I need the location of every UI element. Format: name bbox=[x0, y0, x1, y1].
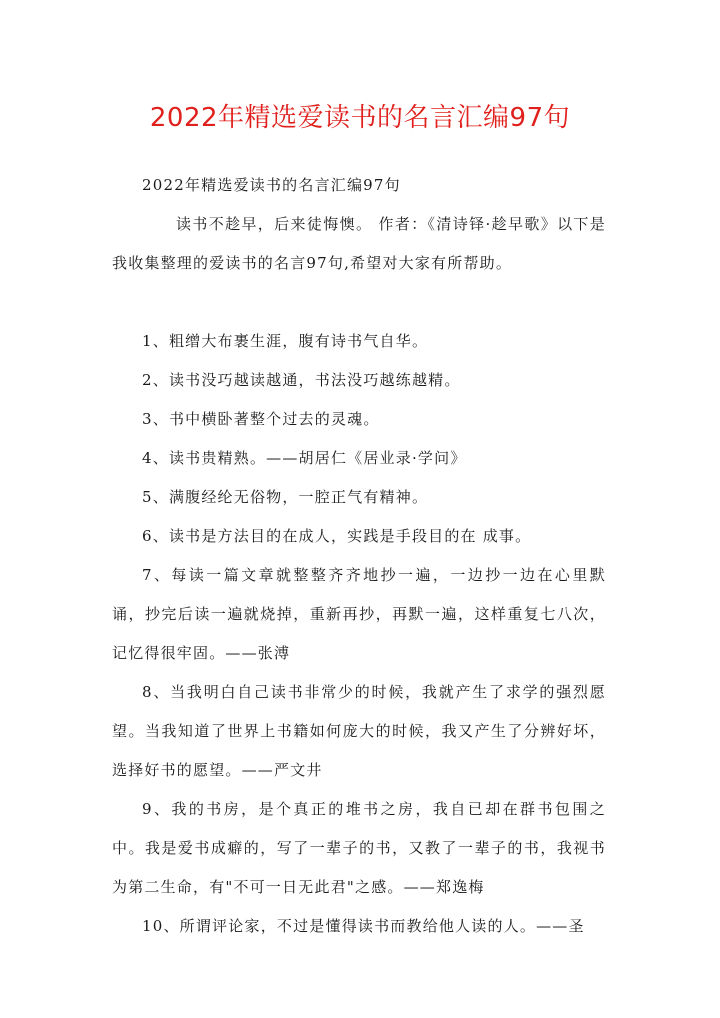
intro-paragraph: 读书不趁早，后来徒悔懊。 作者：《清诗铎·趁早歌》以下是我收集整理的爱读书的名言97句,希望对大家有所帮助。 bbox=[112, 215, 606, 272]
quote-item-5: 5、满腹经纶无俗物，一腔正气有精神。 bbox=[142, 488, 429, 506]
quote-item-7: 7、每读一篇文章就整整齐齐地抄一遍，一边抄一边在心里默诵，抄完后读一遍就烧掉，重新再抄，再默一遍，这样重复七八次，记忆得很牢固。——张溥 bbox=[112, 566, 606, 662]
quote-item-2: 2、读书没巧越读越通，书法没巧越练越精。 bbox=[142, 371, 461, 389]
quote-item-3: 3、书中横卧著整个过去的灵魂。 bbox=[142, 410, 380, 428]
document-body bbox=[112, 166, 606, 946]
quote-list bbox=[112, 322, 606, 946]
quote-item-9: 9、我的书房，是个真正的堆书之房，我自已却在群书包围之中。我是爱书成癖的，写了一辈子的书，又教了一辈子的书，我视书为第二生命，有"不可一日无此君"之感。——郑逸梅 bbox=[112, 800, 606, 896]
quote-item-6: 6、读书是方法目的在成人，实践是手段目的在 成事。 bbox=[142, 527, 532, 545]
quote-item-4: 4、读书贵精熟。——胡居仁《居业录·学问》 bbox=[142, 449, 467, 467]
quote-item-10: 10、所谓评论家，不过是懂得读书而教给他人读的人。——圣 bbox=[142, 917, 585, 935]
paragraph-spacer bbox=[112, 283, 606, 322]
quote-item-1: 1、粗缯大布裹生涯，腹有诗书气自华。 bbox=[142, 332, 429, 350]
document-subtitle: 2022年精选爱读书的名言汇编97句 bbox=[142, 176, 401, 194]
quote-item-8: 8、当我明白自己读书非常少的时候，我就产生了求学的强烈愿望。当我知道了世界上书籍如何庞大的时候，我又产生了分辨好坏，选择好书的愿望。——严文井 bbox=[112, 683, 606, 779]
document-title: 2022年精选爱读书的名言汇编97句 bbox=[149, 103, 571, 133]
